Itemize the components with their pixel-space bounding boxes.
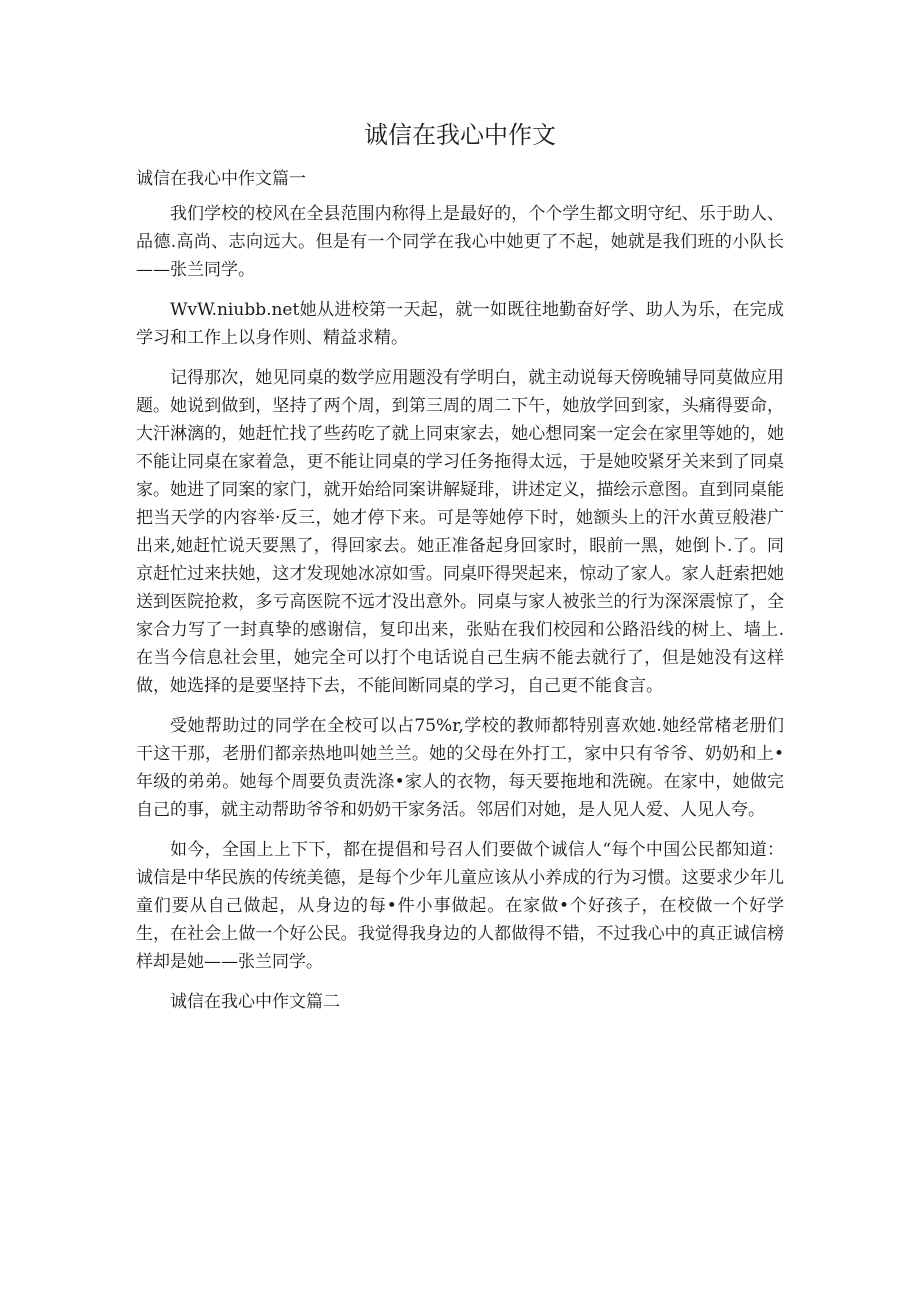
article-body — [136, 200, 784, 1028]
paragraph: 如今，全国上上下下，都在提倡和号召人们要做个诚信人“每个中国公民都知道：诚信是中华民族的传统美德，是每个少年儿童应该从小养成的行为习惯。这要求少年儿童们要从自己做起，从身边的每•件小事做起。在家做•个好孩子，在校做一个好学生，在社会上做一个好公民。我觉得我身边的人都做得不错，不过我心中的真正诚信榜样却是她——张兰同学。 — [136, 840, 784, 972]
page-title: 诚信在我心中作文 — [364, 121, 556, 149]
section-heading-two: 诚信在我心中作文篇二 — [170, 992, 340, 1012]
section-heading-one: 诚信在我心中作文篇一 — [136, 169, 306, 189]
paragraph: WvW.niubb.net她从进校第一天起，就一如既往地勤奋好学、助人为乐，在完成学习和工作上以身作则、精益求精。 — [136, 300, 784, 348]
paragraph: 我们学校的校风在全县范围内称得上是最好的，个个学生都文明守纪、乐于助人、品德.高尚、志向远大。但是有一个同学在我心中她更了不起，她就是我们班的小队长——张兰同学。 — [136, 204, 784, 280]
paragraph: 受她帮助过的同学在全校可以占75%r,学校的教师都特别喜欢她.她经常楮老册们干这干那，老册们都亲热地叫她兰兰。她的父母在外打工，家中只有爷爷、奶奶和上•年级的弟弟。她每个周要负责洗涤•家人的衣物，每天要拖地和洗碗。在家中，她做完自己的事，就主动帮助爷爷和奶奶干家务活。邻居们对她，是人见人爱、人见人夸。 — [136, 716, 784, 820]
paragraph: 记得那次，她见同桌的数学应用题没有学明白，就主动说每天傍晚辅导同莫做应用题。她说到做到，坚持了两个周，到第三周的周二下午，她放学回到家，头痛得要命，大汗淋漓的，她赶忙找了些药吃了就上同束家去，她心想同案一定会在家里等她的，她不能让同桌在家着急，更不能让同桌的学习任务拖得太远，于是她咬紧牙关来到了同桌家。她进了同案的家门，就开始给同案讲解疑琲，讲述定义，描绘示意图。直到同桌能把当天学的内容举·反三，她才停下来。可是等她停下时，她额头上的汗水黄豆般港广出来,她赶忙说天要黑了，得回家去。她正准备起身回家时，眼前一黑，她倒卜.了。同京赶忙过来扶她，这才发现她冰凉如雪。同桌吓得哭起来，惊动了家人。家人赶索把她送到医院抢救，多亏高医院不远才没出意外。同桌与家人被张兰的行为深深震惊了，全家合力写了一封真挚的感谢信，复印出来，张贴在我们校园和公路沿线的树上、墙上.在当今信息社会里，她完全可以打个电话说自己生病不能去就行了，但是她没有这样做，她选择的是要坚持下去，不能间断同桌的学习，自己更不能食言。 — [136, 368, 784, 696]
